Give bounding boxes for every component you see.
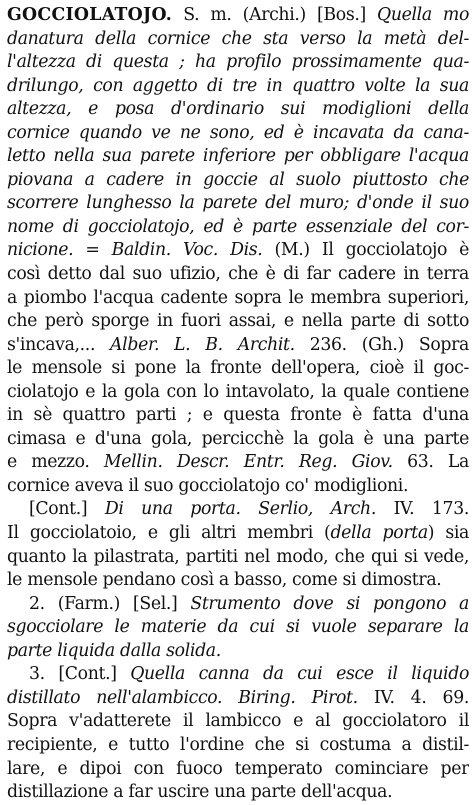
quote-text: Il gocciolatoio, e gli altri membri ( xyxy=(7,523,331,544)
citation-text: 63. La xyxy=(392,452,469,473)
citation-ref: IV. 4. 69. xyxy=(357,687,469,708)
quote-line: distillazione a far uscire una parte dell'acqua. xyxy=(7,782,393,803)
citation-source: Alber. L. B. Archit. xyxy=(110,334,295,355)
quote-line: così detto dal suo ufizio, che è di far cadere in terra xyxy=(7,264,469,285)
citation-text: 236. (Gh.) Sopra xyxy=(294,334,469,355)
definition-line: letto nella sua parete inferiore per obbligare l'acqua xyxy=(7,146,469,167)
definition-line: nome di gocciolatojo, ed è parte essenziale del cor- xyxy=(7,216,469,237)
definition-line: danatura della cornice che sta verso la metà del- xyxy=(7,28,469,49)
citation-source: Di una porta. Serlio, Arch. xyxy=(104,499,376,520)
sense-line xyxy=(7,593,469,617)
definition-line: cornice quando ve ne sono, ed è incavata da cana- xyxy=(7,122,469,143)
citation-line xyxy=(7,687,469,711)
definition-line: l'altezza di questa ; ha profilo prossimamente qua- xyxy=(7,52,469,73)
quote-gloss: della porta xyxy=(330,523,428,544)
citation-text: (M.) Il gocciolatojo è xyxy=(262,240,469,261)
quote-line: cimasa e d'una gola, percicchè la gola è una parte xyxy=(7,428,469,449)
quote-line: le mensole si pone la fronte dell'opera, cioè il goc- xyxy=(7,358,469,379)
quote-text: e mezzo. xyxy=(7,452,104,473)
sense-definition: Strumento dove si pongono a xyxy=(190,593,469,614)
sense-line xyxy=(7,663,469,687)
quote-line xyxy=(7,522,469,546)
quote-text: s'incava,... xyxy=(7,334,111,355)
citation-line xyxy=(7,334,469,358)
definition-line: scorrere lunghesso la parete del muro; d'onde il suo xyxy=(7,193,469,214)
sense-tag: 3. [Cont.] xyxy=(29,664,131,685)
quote-line: ciolatojo e la gola con lo intavolato, la quale contiene xyxy=(7,381,469,402)
definition-line: altezza, e posa d'ordinario sui modiglioni della xyxy=(7,99,469,120)
quote-line: quanto la pilastrata, partiti nel modo, che qui si vede, xyxy=(7,546,469,567)
entry-headword: GOCCIOLATOJO. xyxy=(7,5,173,25)
sense-definition: Quella canna da cui esce il liquido xyxy=(130,664,469,685)
sense-tag: [Cont.] xyxy=(29,499,105,520)
sense-tag: 2. (Farm.) [Sel.] xyxy=(29,593,191,614)
entry-headline xyxy=(7,4,469,28)
citation-ref: IV. 173. xyxy=(375,499,469,520)
quote-line: che però sporge in fuori assai, e nella parte di sotto xyxy=(7,311,469,332)
quote-line: cornice aveva il suo gocciolatojo co' modiglioni. xyxy=(7,475,409,496)
quote-line: Sopra v'adatterete il lambicco e al gocciolatoro il xyxy=(7,711,469,732)
citation-line xyxy=(7,451,469,475)
quote-line: lare, e dipoi con fuoco temperato cominciare per xyxy=(7,758,469,779)
sense-line xyxy=(7,498,469,522)
citation-source: Baldin. Voc. Dis. xyxy=(111,240,263,261)
citation-source: Mellin. Descr. Entr. Reg. Giov. xyxy=(103,452,393,473)
quote-line: in sè quattro parti ; e questa fronte è fatta d'una xyxy=(7,405,469,426)
definition-line: parte liquida dalla solida. xyxy=(7,640,221,661)
definition-start: Quella mo xyxy=(377,5,469,25)
citation-source: distillato nell'alambicco. Biring. Pirot. xyxy=(7,687,358,708)
quote-line: a piombo l'acqua cadente sopra le membra superiori, xyxy=(7,287,469,308)
definition-line: drilungo, con aggetto di tre in quattro volte la sua xyxy=(7,75,469,96)
definition-line: sgocciolare le materie da cui si vuole separare la xyxy=(7,617,469,638)
quote-text: ) sia xyxy=(427,523,469,544)
citation-line xyxy=(7,239,469,263)
entry-grammar: S. m. (Archi.) [Bos.] xyxy=(172,5,378,25)
definition-end: nicione. = xyxy=(7,240,112,261)
quote-line: recipiente, e tutto l'ordine che si costuma a distil- xyxy=(7,734,469,755)
definition-line: piovana a cadere in goccie al suolo piuttosto che xyxy=(7,169,469,190)
quote-line: le mensole pendano così a basso, come si dimostra. xyxy=(7,570,442,591)
